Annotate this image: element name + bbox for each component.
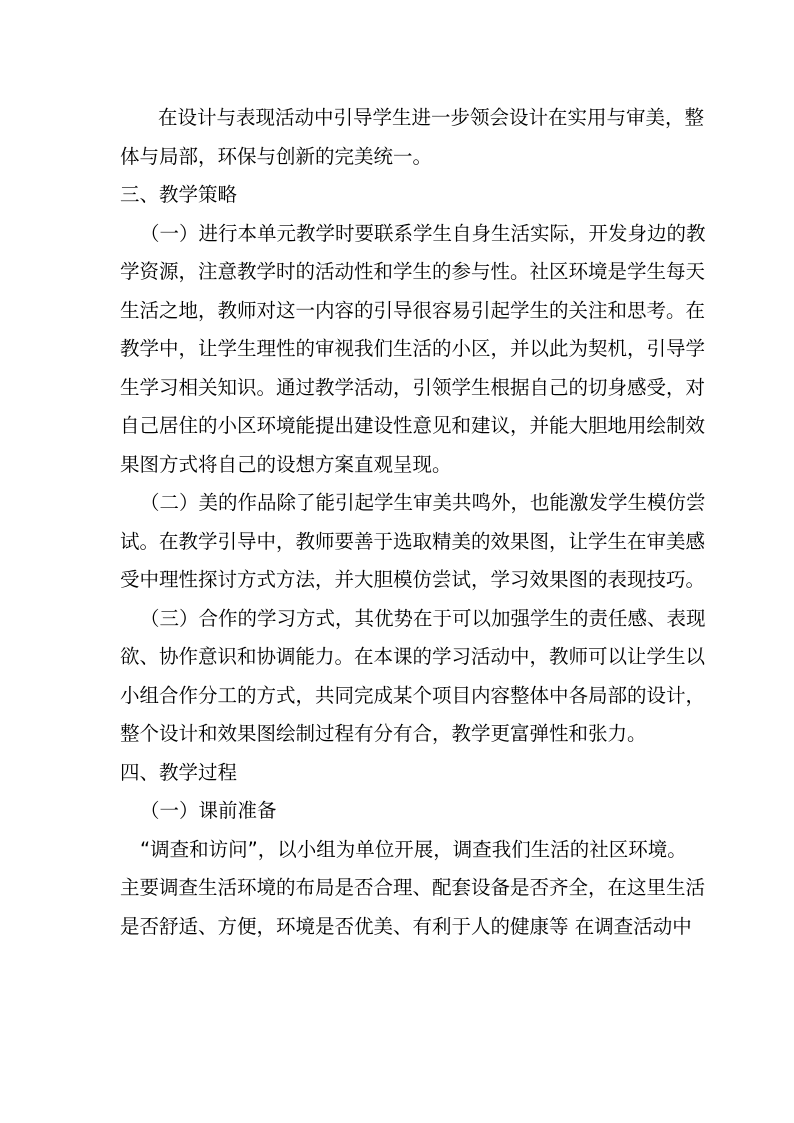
text-line: 欲、协作意识和协调能力。在本课的学习活动中，教师可以让学生以 [120,645,706,668]
text-line: 教学中，让学生理性的审视我们生活的小区，并以此为契机，引导学 [120,337,706,360]
text-line: 小组合作分工的方式，共同完成某个项目内容整体中各局部的设计， [120,683,706,707]
text-line: 生学习相关知识。通过教学活动，引领学生根据自己的切身感受，对 [120,375,706,399]
paragraph [120,484,706,600]
text-line: 试。在教学引导中，教师要善于选取精美的效果图，让学生在审美感 [120,529,706,553]
text-line: 学资源，注意教学时的活动性和学生的参与性。社区环境是学生每天 [120,260,706,283]
text-line: 四、教学过程 [120,760,238,784]
paragraph [120,600,706,754]
sub-heading [120,792,686,831]
text-line: （一）课前准备 [140,799,277,822]
text-line: 主要调查生活环境的布局是否合理、配套设备是否齐全，在这里生活 [120,876,706,899]
text-line: （二）美的作品除了能引起学生审美共鸣外，也能激发学生模仿尝 [140,491,706,514]
text-line: （一）进行本单元教学时要联系学生自身生活实际，开发身边的教 [140,221,706,245]
paragraph [120,215,706,485]
text-line: 体与局部，环保与创新的完美统一。 [120,144,433,168]
text-line: 整个设计和效果图绘制过程有分有合，教学更富弹性和张力。 [120,722,647,745]
paragraph [120,99,705,176]
text-line: （三）合作的学习方式，其优势在于可以加强学生的责任感、表现 [140,606,706,630]
text-line: 三、教学策略 [120,183,238,206]
text-line: 生活之地，教师对这一内容的引导很容易引起学生的关注和思考。在 [120,298,706,322]
text-line: 受中理性探讨方式方法，并大胆模仿尝试，学习效果图的表现技巧。 [120,568,706,591]
document-page [120,99,706,946]
section-heading [120,176,686,215]
section-heading [120,754,686,793]
text-line: 在设计与表现活动中引导学生进一步领会设计在实用与审美，整 [158,106,705,129]
text-line: 自己居住的小区环境能提出建设性意见和建议，并能大胆地用绘制效 [120,414,706,437]
text-line: 果图方式将自己的设想方案直观呈现。 [120,452,452,476]
text-line: 是否舒适、方便，环境是否优美、有利于人的健康等 在调查活动中 [120,914,692,938]
paragraph [120,831,706,947]
text-line: “调查和访问”，以小组为单位开展，调查我们生活的社区环境。 [140,837,687,861]
